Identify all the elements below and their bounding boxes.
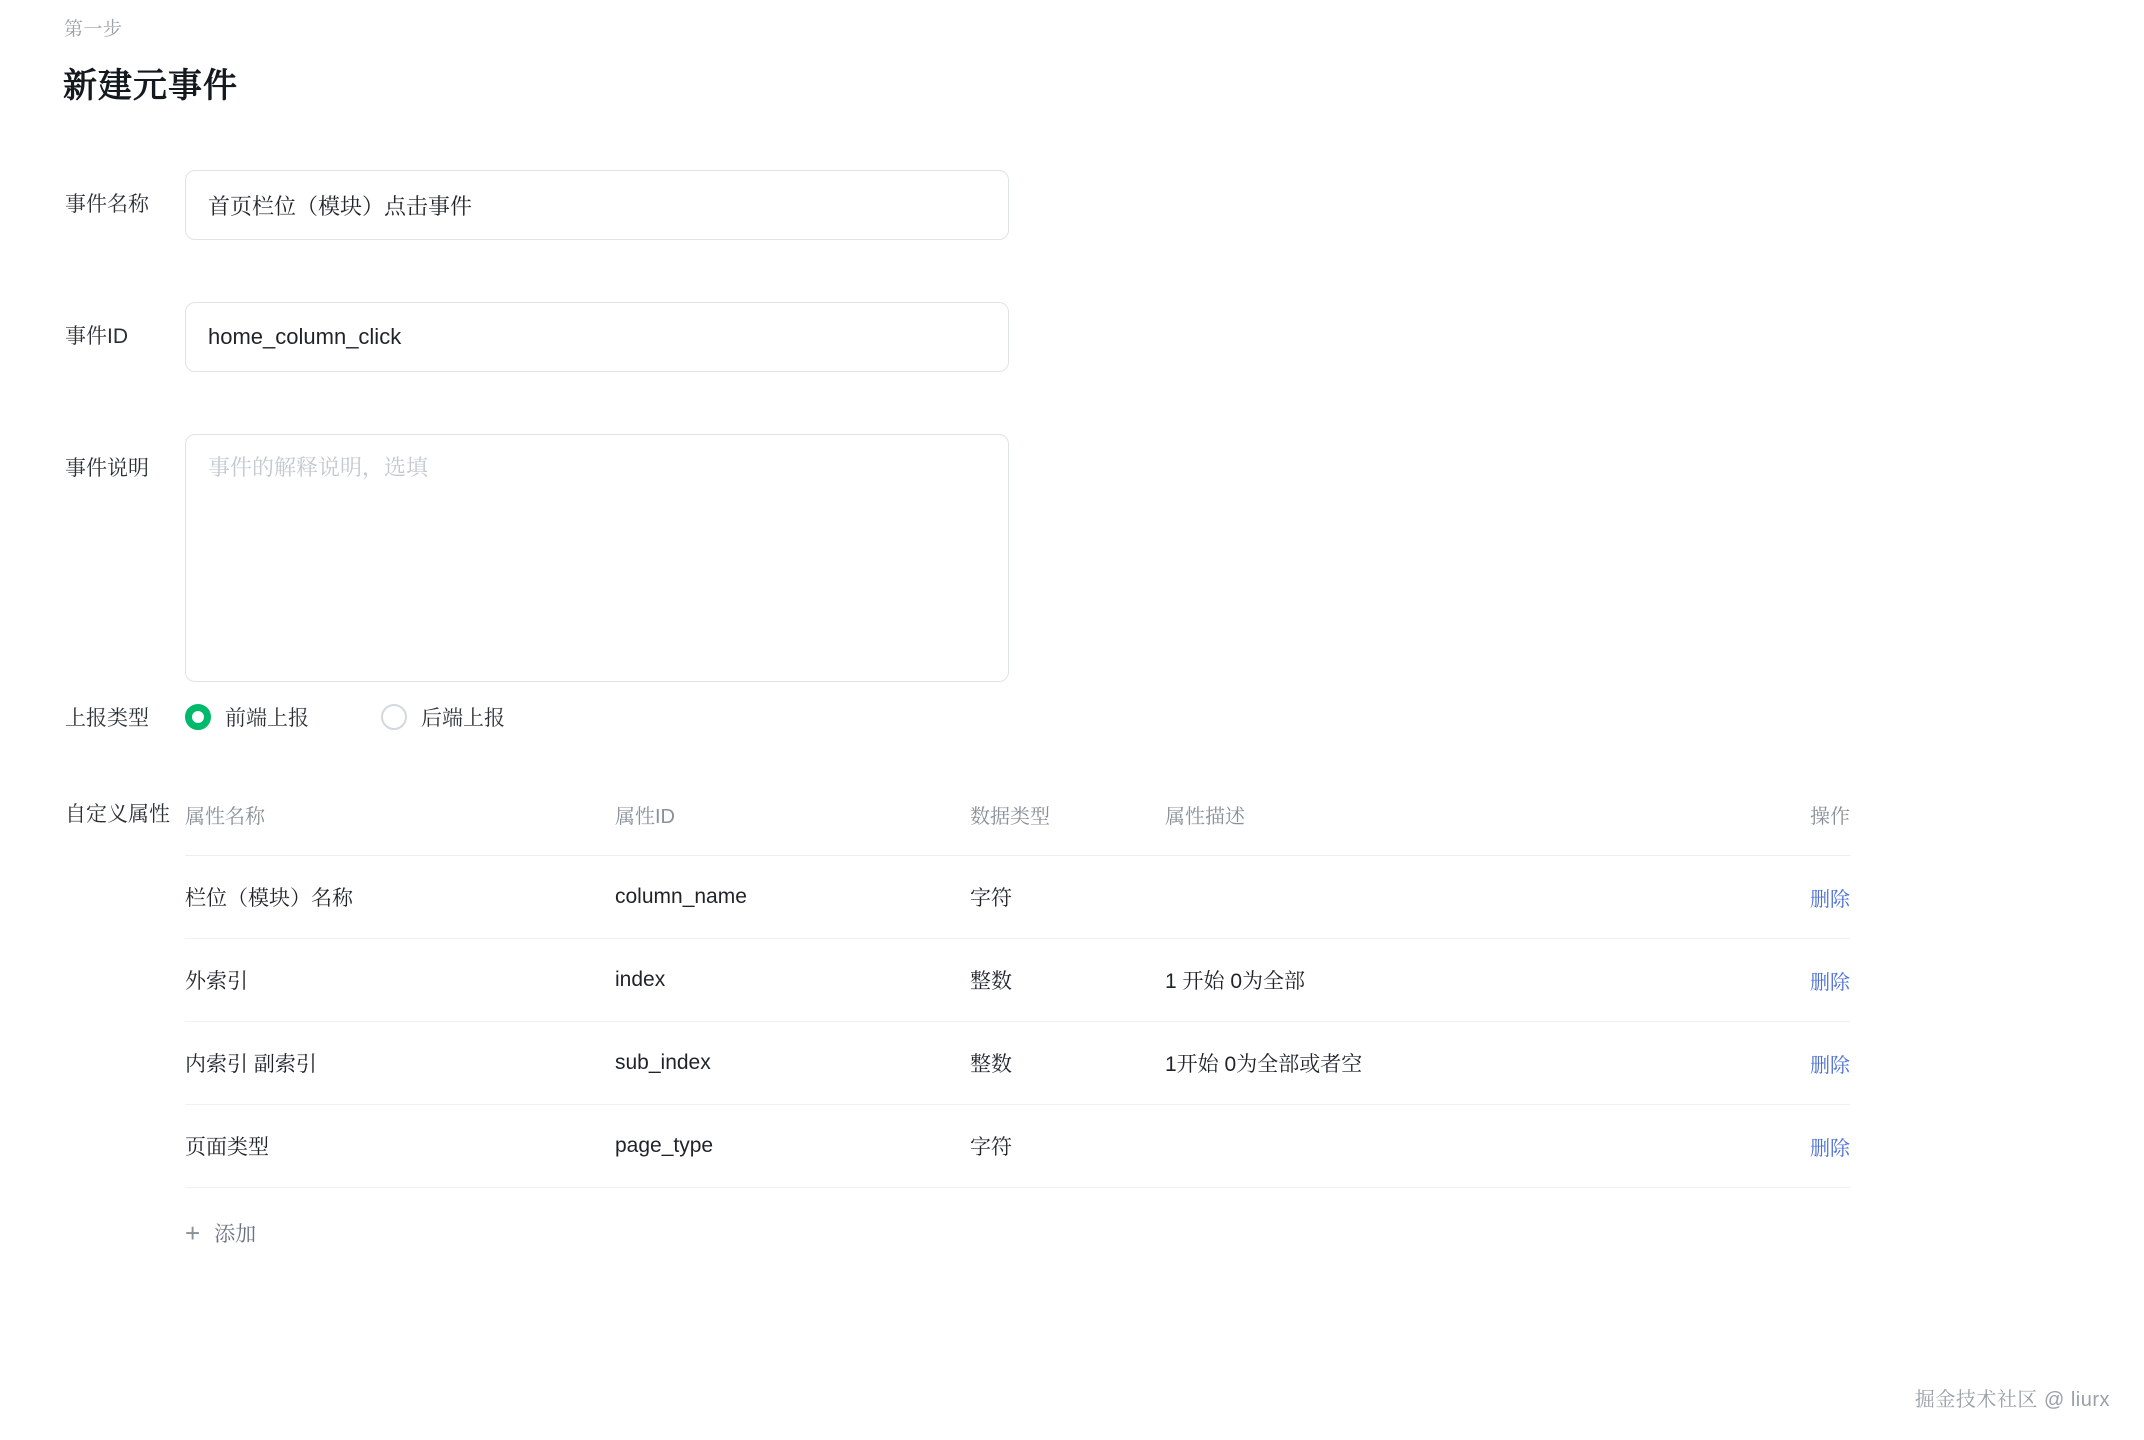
delete-link[interactable]: 删除 bbox=[1810, 1054, 1850, 1077]
custom-attrs-table bbox=[185, 800, 1850, 1188]
page-title: 新建元事件 bbox=[63, 67, 238, 105]
cell-data-type: 字符 bbox=[970, 1105, 1165, 1188]
cell-attr-desc: 1 开始 0为全部 bbox=[1165, 939, 1765, 1022]
add-attribute-label: 添加 bbox=[214, 1223, 257, 1246]
cell-actions bbox=[1765, 939, 1850, 1022]
cell-attr-name: 页面类型 bbox=[185, 1105, 615, 1188]
table-row bbox=[185, 939, 1850, 1022]
th-attr-id: 属性ID bbox=[615, 800, 970, 856]
custom-attrs-table-wrap bbox=[185, 800, 1850, 1248]
cell-attr-id: index bbox=[615, 939, 970, 1022]
th-attr-name: 属性名称 bbox=[185, 800, 615, 856]
cell-actions bbox=[1765, 1105, 1850, 1188]
field-row-report-type bbox=[0, 702, 2144, 732]
delete-link[interactable]: 删除 bbox=[1810, 971, 1850, 994]
radio-selected-icon bbox=[185, 704, 211, 730]
cell-data-type: 字符 bbox=[970, 856, 1165, 939]
custom-attrs-label: 自定义属性 bbox=[65, 803, 170, 826]
cell-attr-name: 栏位（模块）名称 bbox=[185, 856, 615, 939]
field-row-event-id bbox=[0, 302, 2144, 372]
table-row bbox=[185, 1105, 1850, 1188]
cell-attr-id: sub_index bbox=[615, 1022, 970, 1105]
delete-link[interactable]: 删除 bbox=[1810, 1137, 1850, 1160]
plus-icon: + bbox=[185, 1218, 201, 1248]
table-row bbox=[185, 856, 1850, 939]
cell-attr-desc bbox=[1165, 1105, 1765, 1188]
event-desc-label: 事件说明 bbox=[65, 457, 149, 480]
event-id-label: 事件ID bbox=[65, 325, 128, 348]
table-row bbox=[185, 1022, 1850, 1105]
report-type-field-wrap bbox=[185, 702, 1015, 732]
step-label: 第一步 bbox=[64, 19, 123, 40]
cell-data-type: 整数 bbox=[970, 1022, 1165, 1105]
report-type-radio-group bbox=[185, 702, 1015, 732]
cell-attr-id: column_name bbox=[615, 856, 970, 939]
field-row-custom-attrs bbox=[0, 800, 2144, 1248]
th-actions: 操作 bbox=[1765, 800, 1850, 856]
radio-backend-label: 后端上报 bbox=[421, 707, 505, 730]
event-id-input[interactable] bbox=[185, 302, 1009, 372]
event-desc-field-wrap bbox=[185, 434, 1015, 687]
delete-link[interactable]: 删除 bbox=[1810, 888, 1850, 911]
watermark: 掘金技术社区 @ liurx bbox=[1914, 1389, 2110, 1411]
cell-attr-name: 外索引 bbox=[185, 939, 615, 1022]
radio-unselected-icon bbox=[381, 704, 407, 730]
event-id-field-wrap bbox=[185, 302, 1015, 372]
event-name-label: 事件名称 bbox=[65, 193, 149, 216]
radio-frontend-report[interactable] bbox=[185, 702, 309, 732]
report-type-label: 上报类型 bbox=[65, 707, 149, 730]
radio-frontend-label: 前端上报 bbox=[225, 707, 309, 730]
radio-backend-report[interactable] bbox=[381, 702, 505, 732]
field-row-event-desc bbox=[0, 434, 2144, 687]
event-desc-textarea[interactable] bbox=[185, 434, 1009, 682]
cell-attr-id: page_type bbox=[615, 1105, 970, 1188]
cell-attr-desc: 1开始 0为全部或者空 bbox=[1165, 1022, 1765, 1105]
add-attribute-button[interactable] bbox=[185, 1188, 325, 1248]
field-row-event-name bbox=[0, 170, 2144, 240]
cell-attr-desc bbox=[1165, 856, 1765, 939]
th-data-type: 数据类型 bbox=[970, 800, 1165, 856]
event-name-input[interactable] bbox=[185, 170, 1009, 240]
cell-actions bbox=[1765, 1022, 1850, 1105]
event-name-field-wrap bbox=[185, 170, 1015, 240]
cell-actions bbox=[1765, 856, 1850, 939]
table-header-row bbox=[185, 800, 1850, 856]
cell-attr-name: 内索引 副索引 bbox=[185, 1022, 615, 1105]
th-attr-desc: 属性描述 bbox=[1165, 800, 1765, 856]
cell-data-type: 整数 bbox=[970, 939, 1165, 1022]
